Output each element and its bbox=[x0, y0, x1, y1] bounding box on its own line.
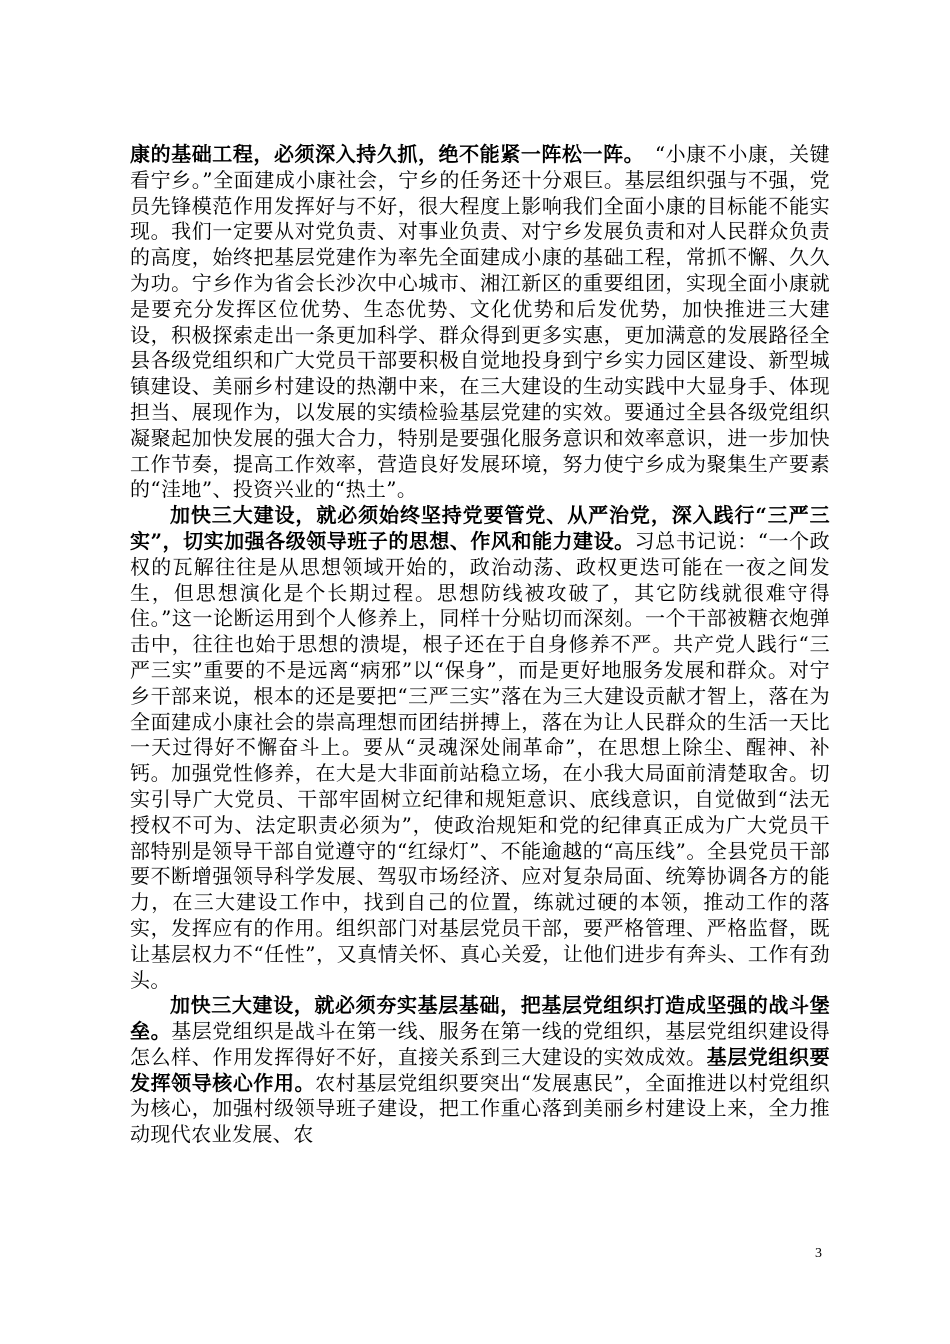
paragraph-3 bbox=[130, 993, 830, 1148]
paragraph-text: 农村基层党组织要突出“发展惠民”，全面推进以村党组织为核心，加强村级领导班子建设，把工作重心落到美丽乡村建设上来，全力推动现代农业发展、农 bbox=[130, 1070, 830, 1147]
bold-lead-sentence: 加快三大建设，就必须始终坚持党要管党、从严治党，深入践行“三严三实”，切实加强各级领导班子的思想、作风和能力建设。 bbox=[130, 503, 830, 553]
paragraph-1 bbox=[130, 142, 830, 503]
paragraph-text: 习总书记说：“一个政权的瓦解往往是从思想领域开始的，政治动荡、政权更迭可能在一夜之间发生，但思想演化是个长期过程。思想防线被攻破了，其它防线就很难守得住。”这一论断运用到个人修养上，同样十分贴切而深刻。一个干部被糖衣炮弹击中，往往也始于思想的溃堤，根子还在于自身修养不严。共产党人践行“三严三实”重要的不是远离“病邪”以“保身”，而是更好地服务发展和群众。对宁乡干部来说，根本的还是要把“三严三实”落在为三大建设贡献才智上，落在为全面建成小康社会的崇高理想而团结拼搏上，落在为让人民群众的生活一天比一天过得好不懈奋斗上。要从“灵魂深处闹革命”，在思想上除尘、醒神、补钙。加强党性修养，在大是大非面前站稳立场，在小我大局面前清楚取舍。切实引导广大党员、干部牢固树立纪律和规矩意识、底线意识，自觉做到“法无授权不可为、法定职责必须为”，使政治规矩和党的纪律真正成为广大党员干部特别是领导干部自觉遵守的“红绿灯”、不能逾越的“高压线”。全县党员干部要不断增强领导科学发展、驾驭市场经济、应对复杂局面、统筹协调各方的能力，在三大建设工作中，找到自己的位置，练就过硬的本领，推动工作的落实，发挥应有的作用。组织部门对基层党员干部，要严格管理、严格监督，既让基层权力不“任性”，又真情关怀、真心关爱，让他们进步有奔头、工作有劲头。 bbox=[130, 528, 830, 992]
body-text bbox=[130, 142, 830, 1148]
paragraph-2 bbox=[130, 503, 830, 993]
bold-lead-sentence: 加快三大建设，就必须夯实基层基础，把基层党组织打造成坚强的战斗堡垒。 bbox=[130, 993, 830, 1044]
bold-lead-sentence: 康的基础工程，必须深入持久抓，绝不能紧一阵松一阵。 bbox=[130, 142, 635, 166]
bold-inline-sentence: 基层党组织要发挥领导核心作用。 bbox=[130, 1044, 830, 1095]
paragraph-text: 基层党组织是战斗在第一线、服务在第一线的党组织，基层党组织建设得怎么样、作用发挥得好不好，直接关系到三大建设的实效成效。 bbox=[130, 1019, 830, 1069]
page-number: 3 bbox=[815, 1246, 822, 1261]
paragraph-text: “小康不小康，关键看宁乡。”全面建成小康社会，宁乡的任务还十分艰巨。基层组织强与不强，党员先锋模范作用发挥好与不好，很大程度上影响我们全面小康的目标能不能实现。我们一定要从对党负责、对事业负责、对宁乡发展负责和对人民群众负责的高度，始终把基层党建作为率先全面建成小康的基础工程，常抓不懈、久久为功。宁乡作为省会长沙次中心城市、湘江新区的重要组团，实现全面小康就是要充分发挥区位优势、生态优势、文化优势和后发优势，加快推进三大建设，积极探索走出一条更加科学、群众得到更多实惠，更加满意的发展路径全县各级党组织和广大党员干部要积极自觉地投身到宁乡实力园区建设、新型城镇建设、美丽乡村建设的热潮中来，在三大建设的生动实践中大显身手、体现担当、展现作为，以发展的实绩检验基层党建的实效。要通过全县各级党组织凝聚起加快发展的强大合力，特别是要强化服务意识和效率意识，进一步加快工作节奏，提高工作效率，营造良好发展环境，努力使宁乡成为聚集生产要素的“洼地”、投资兴业的“热土”。 bbox=[130, 142, 831, 502]
